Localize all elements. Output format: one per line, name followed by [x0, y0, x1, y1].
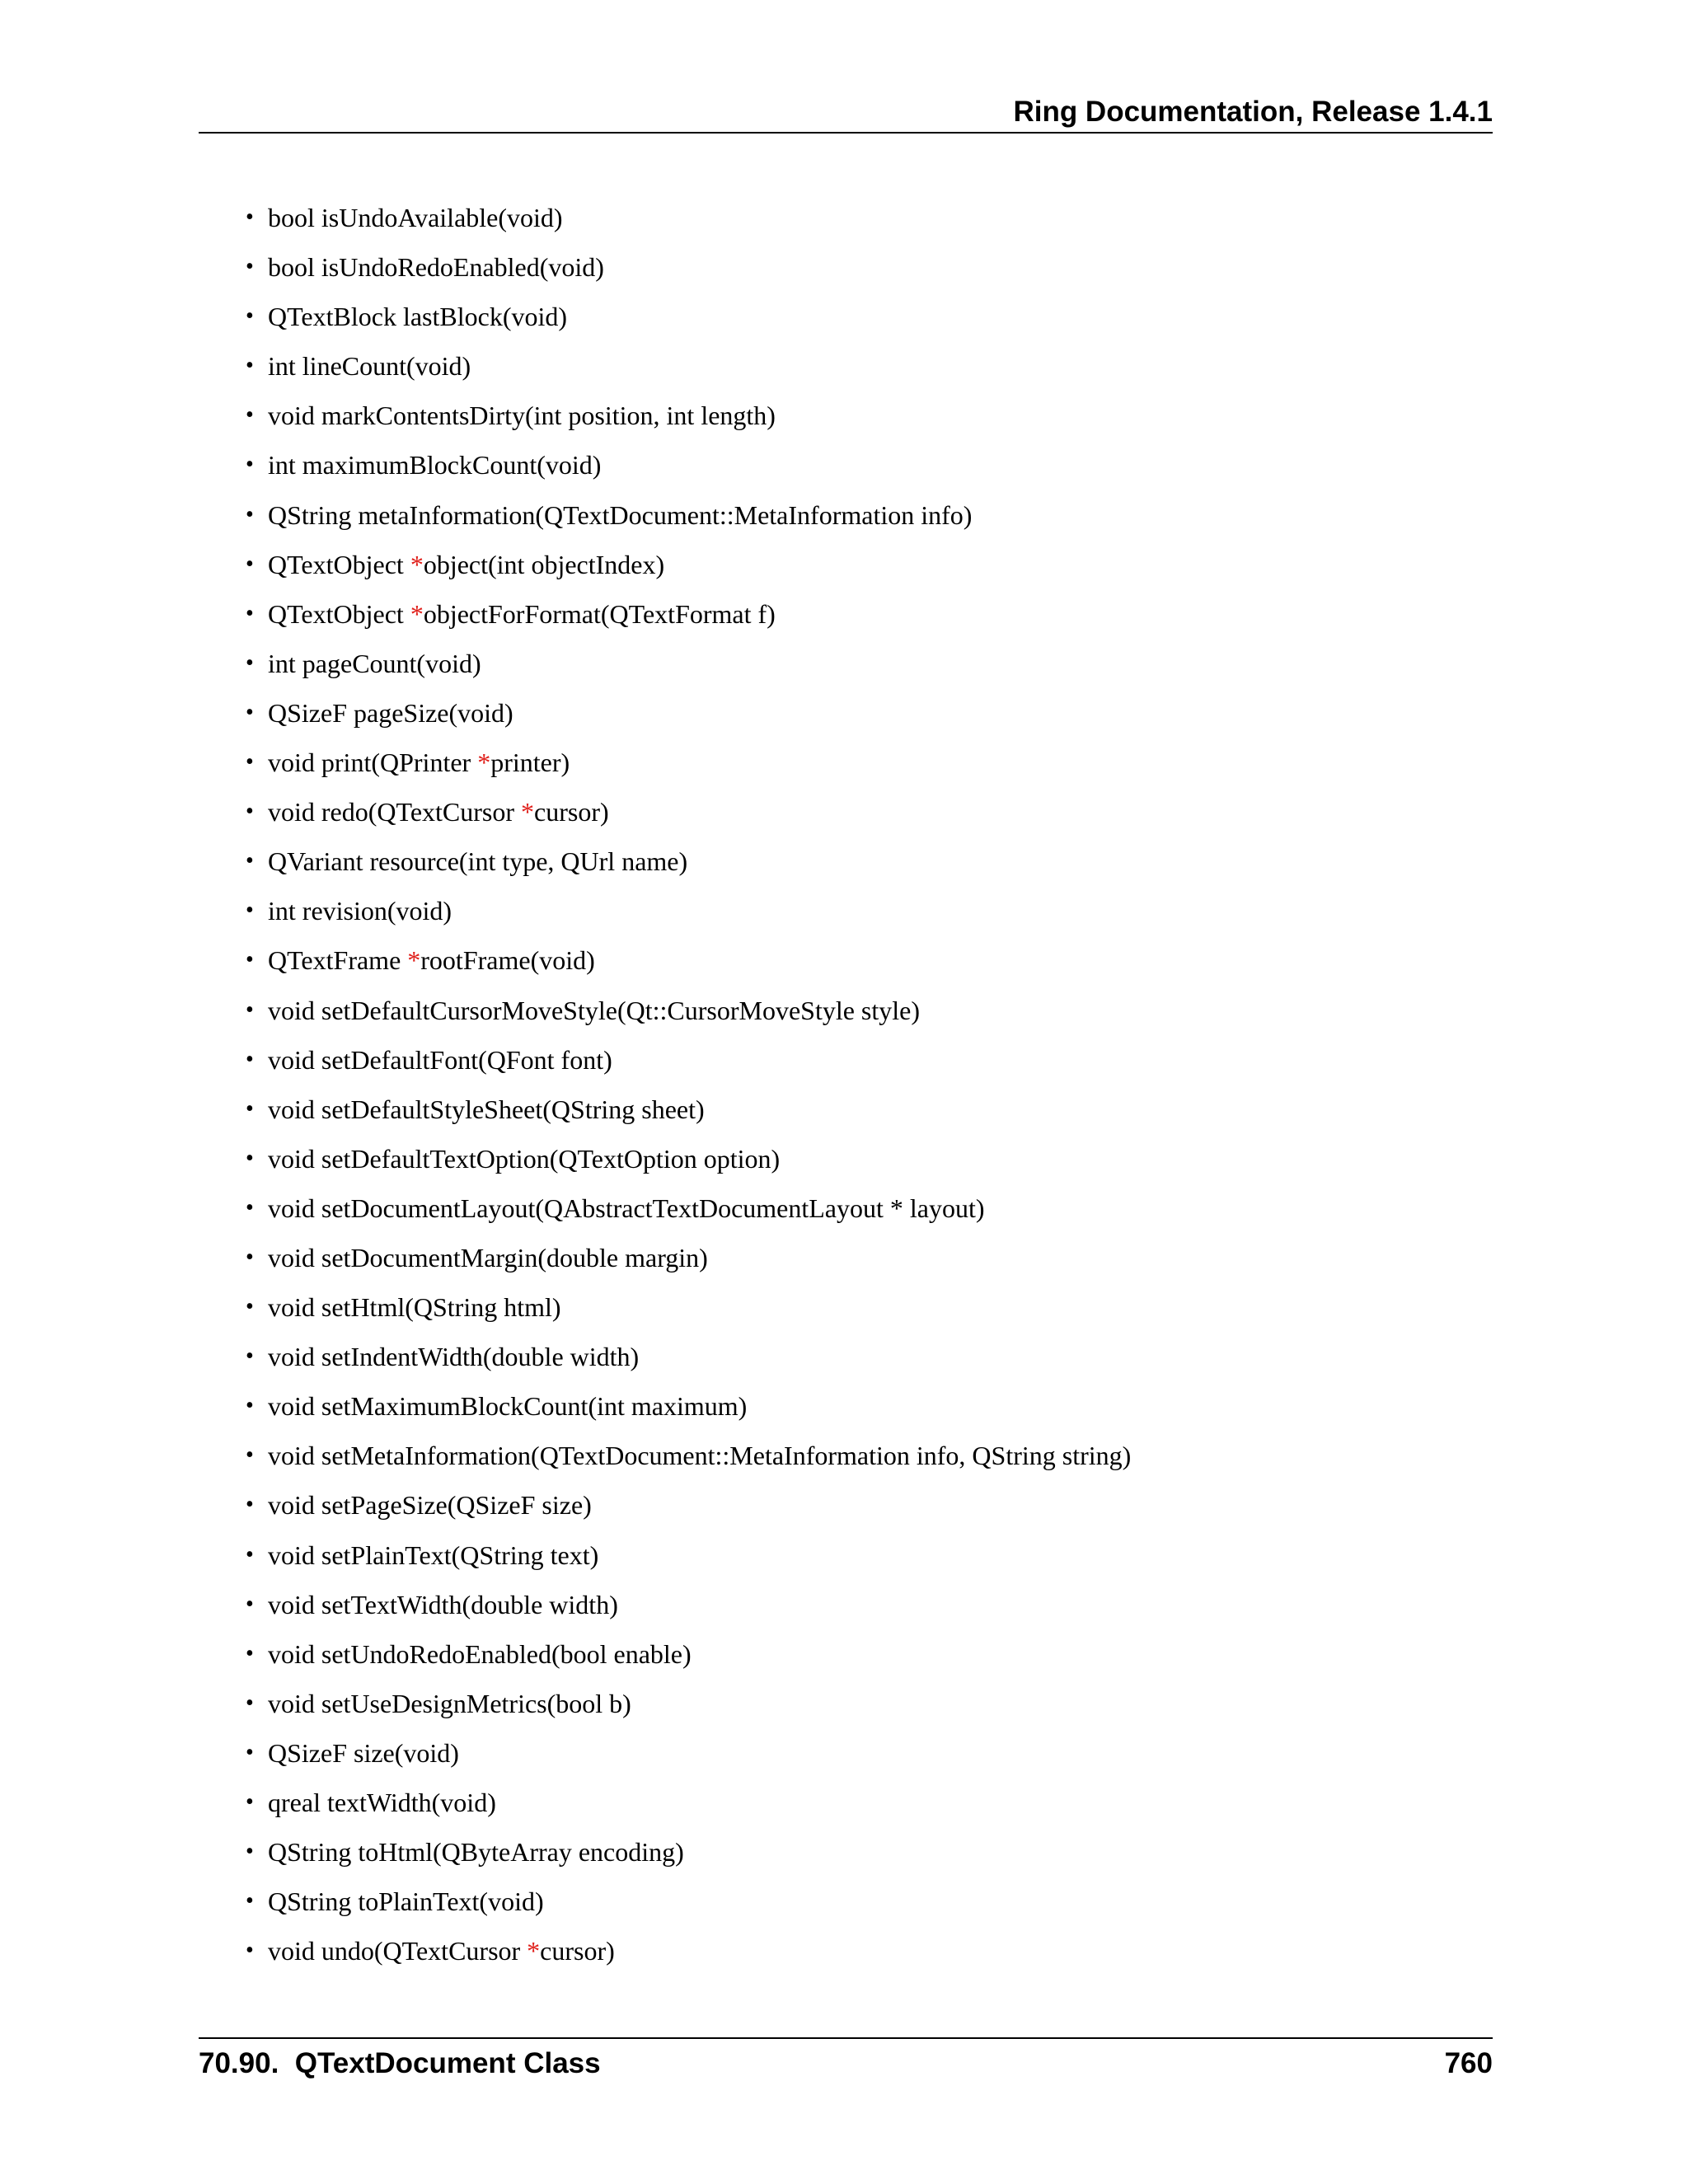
bullet-icon: • [246, 402, 254, 429]
method-signature: int pageCount(void) [268, 648, 481, 678]
list-item [246, 1136, 1131, 1185]
method-list [246, 194, 1131, 1977]
list-item [246, 789, 1131, 838]
bullet-icon: • [246, 799, 254, 825]
list-item [246, 640, 1131, 690]
pointer-star: * [410, 549, 424, 579]
list-item [246, 1432, 1131, 1482]
bullet-icon: • [246, 1343, 254, 1370]
bullet-icon: • [246, 452, 254, 478]
method-signature: QString metaInformation(QTextDocument::MetaInformation info) [268, 499, 973, 530]
list-item [246, 1878, 1131, 1928]
list-item [246, 1333, 1131, 1383]
bullet-icon: • [246, 600, 254, 626]
bullet-icon: • [246, 1541, 254, 1568]
method-signature: void setDefaultCursorMoveStyle(Qt::CursorMoveStyle style) [268, 995, 921, 1025]
bullet-icon: • [246, 1690, 254, 1716]
method-signature: bool isUndoRedoEnabled(void) [268, 252, 604, 283]
method-signature: void setDefaultStyleSheet(QString sheet) [268, 1094, 705, 1124]
list-item [246, 1532, 1131, 1582]
method-signature: QTextObject [268, 549, 410, 579]
list-item [246, 293, 1131, 343]
method-signature: void setUseDesignMetrics(bool b) [268, 1688, 631, 1718]
bullet-icon: • [246, 303, 254, 330]
list-item [246, 343, 1131, 392]
bullet-icon: • [246, 1888, 254, 1915]
list-item [246, 838, 1131, 888]
method-signature: QString toHtml(QByteArray encoding) [268, 1837, 684, 1868]
method-signature: void markContentsDirty(int position, int length) [268, 401, 776, 431]
bullet-icon: • [246, 1591, 254, 1617]
list-item [246, 1829, 1131, 1878]
bullet-icon: • [246, 1739, 254, 1765]
method-signature: QSizeF pageSize(void) [268, 697, 513, 728]
bullet-icon: • [246, 1492, 254, 1518]
bullet-icon: • [246, 996, 254, 1023]
list-item [246, 591, 1131, 640]
page-footer [199, 2037, 1493, 2088]
method-signature: void setPlainText(QString text) [268, 1540, 599, 1570]
bullet-icon: • [246, 1145, 254, 1171]
list-item [246, 1779, 1131, 1829]
bullet-icon: • [246, 898, 254, 924]
method-signature-rest: objectForFormat(QTextFormat f) [423, 598, 776, 629]
section-title: 70.90. QTextDocument Class [199, 2047, 601, 2079]
list-item [246, 1582, 1131, 1631]
bullet-icon: • [246, 1393, 254, 1419]
bullet-icon: • [246, 848, 254, 874]
bullet-icon: • [246, 1442, 254, 1469]
list-item [246, 1631, 1131, 1680]
list-item [246, 541, 1131, 591]
list-item [246, 739, 1131, 789]
bullet-icon: • [246, 204, 254, 230]
bullet-icon: • [246, 1194, 254, 1221]
method-signature: void setPageSize(QSizeF size) [268, 1490, 592, 1521]
method-signature: QTextObject [268, 598, 410, 629]
method-signature: void print(QPrinter [268, 748, 478, 778]
list-item [246, 392, 1131, 442]
method-signature: QTextFrame [268, 945, 408, 976]
bullet-icon: • [246, 1294, 254, 1320]
method-signature: void setHtml(QString html) [268, 1292, 561, 1323]
method-signature: void setDefaultFont(QFont font) [268, 1044, 612, 1075]
list-item [246, 888, 1131, 937]
bullet-icon: • [246, 1640, 254, 1666]
method-signature-rest: rootFrame(void) [420, 945, 595, 976]
list-item [246, 937, 1131, 987]
bullet-icon: • [246, 947, 254, 973]
method-signature: void setDocumentLayout(QAbstractTextDocumentLayout * layout) [268, 1193, 985, 1223]
method-signature-rest: printer) [490, 748, 570, 778]
document-title: Ring Documentation, Release 1.4.1 [1013, 96, 1493, 128]
method-signature: void redo(QTextCursor [268, 797, 522, 827]
list-item [246, 1680, 1131, 1730]
list-item [246, 1928, 1131, 1977]
list-item [246, 244, 1131, 293]
method-signature: void setMetaInformation(QTextDocument::MetaInformation info, QString string) [268, 1441, 1132, 1471]
method-signature: void setTextWidth(double width) [268, 1589, 618, 1619]
list-item [246, 1086, 1131, 1136]
list-item [246, 987, 1131, 1037]
method-signature: int revision(void) [268, 896, 452, 926]
list-item [246, 194, 1131, 244]
method-signature-rest: cursor) [540, 1936, 615, 1966]
list-item [246, 492, 1131, 541]
bullet-icon: • [246, 1046, 254, 1072]
page-header [199, 89, 1493, 134]
bullet-icon: • [246, 699, 254, 725]
bullet-icon: • [246, 1789, 254, 1815]
pointer-star: * [410, 598, 424, 629]
method-signature: void setUndoRedoEnabled(bool enable) [268, 1638, 692, 1669]
list-item [246, 1037, 1131, 1086]
list-item [246, 1235, 1131, 1284]
method-signature: QTextBlock lastBlock(void) [268, 302, 568, 332]
list-item [246, 1383, 1131, 1432]
method-signature: int maximumBlockCount(void) [268, 450, 602, 480]
method-signature: QVariant resource(int type, QUrl name) [268, 846, 688, 877]
pointer-star: * [477, 748, 491, 778]
bullet-icon: • [246, 551, 254, 577]
pointer-star: * [521, 797, 535, 827]
method-signature: void undo(QTextCursor [268, 1936, 528, 1966]
list-item [246, 1482, 1131, 1531]
bullet-icon: • [246, 1938, 254, 1964]
method-signature: qreal textWidth(void) [268, 1788, 496, 1817]
bullet-icon: • [246, 1839, 254, 1865]
method-signature: void setDocumentMargin(double margin) [268, 1242, 708, 1272]
list-item [246, 442, 1131, 491]
method-signature: int lineCount(void) [268, 351, 471, 382]
method-signature-rest: object(int objectIndex) [423, 549, 665, 579]
method-signature: bool isUndoAvailable(void) [268, 203, 563, 232]
bullet-icon: • [246, 353, 254, 379]
bullet-icon: • [246, 1244, 254, 1270]
bullet-icon: • [246, 254, 254, 280]
list-item [246, 1284, 1131, 1333]
method-signature: QString toPlainText(void) [268, 1886, 544, 1917]
pointer-star: * [527, 1936, 541, 1966]
pointer-star: * [407, 945, 421, 976]
list-item [246, 1730, 1131, 1779]
bullet-icon: • [246, 649, 254, 676]
method-signature: void setMaximumBlockCount(int maximum) [268, 1391, 748, 1422]
bullet-icon: • [246, 749, 254, 776]
bullet-icon: • [246, 501, 254, 527]
method-signature-rest: cursor) [534, 797, 609, 827]
method-signature: QSizeF size(void) [268, 1737, 459, 1768]
list-item [246, 690, 1131, 739]
page-number: 760 [1444, 2047, 1493, 2079]
list-item [246, 1185, 1131, 1235]
method-signature: void setDefaultTextOption(QTextOption option) [268, 1143, 781, 1174]
method-signature: void setIndentWidth(double width) [268, 1342, 640, 1372]
bullet-icon: • [246, 1095, 254, 1122]
